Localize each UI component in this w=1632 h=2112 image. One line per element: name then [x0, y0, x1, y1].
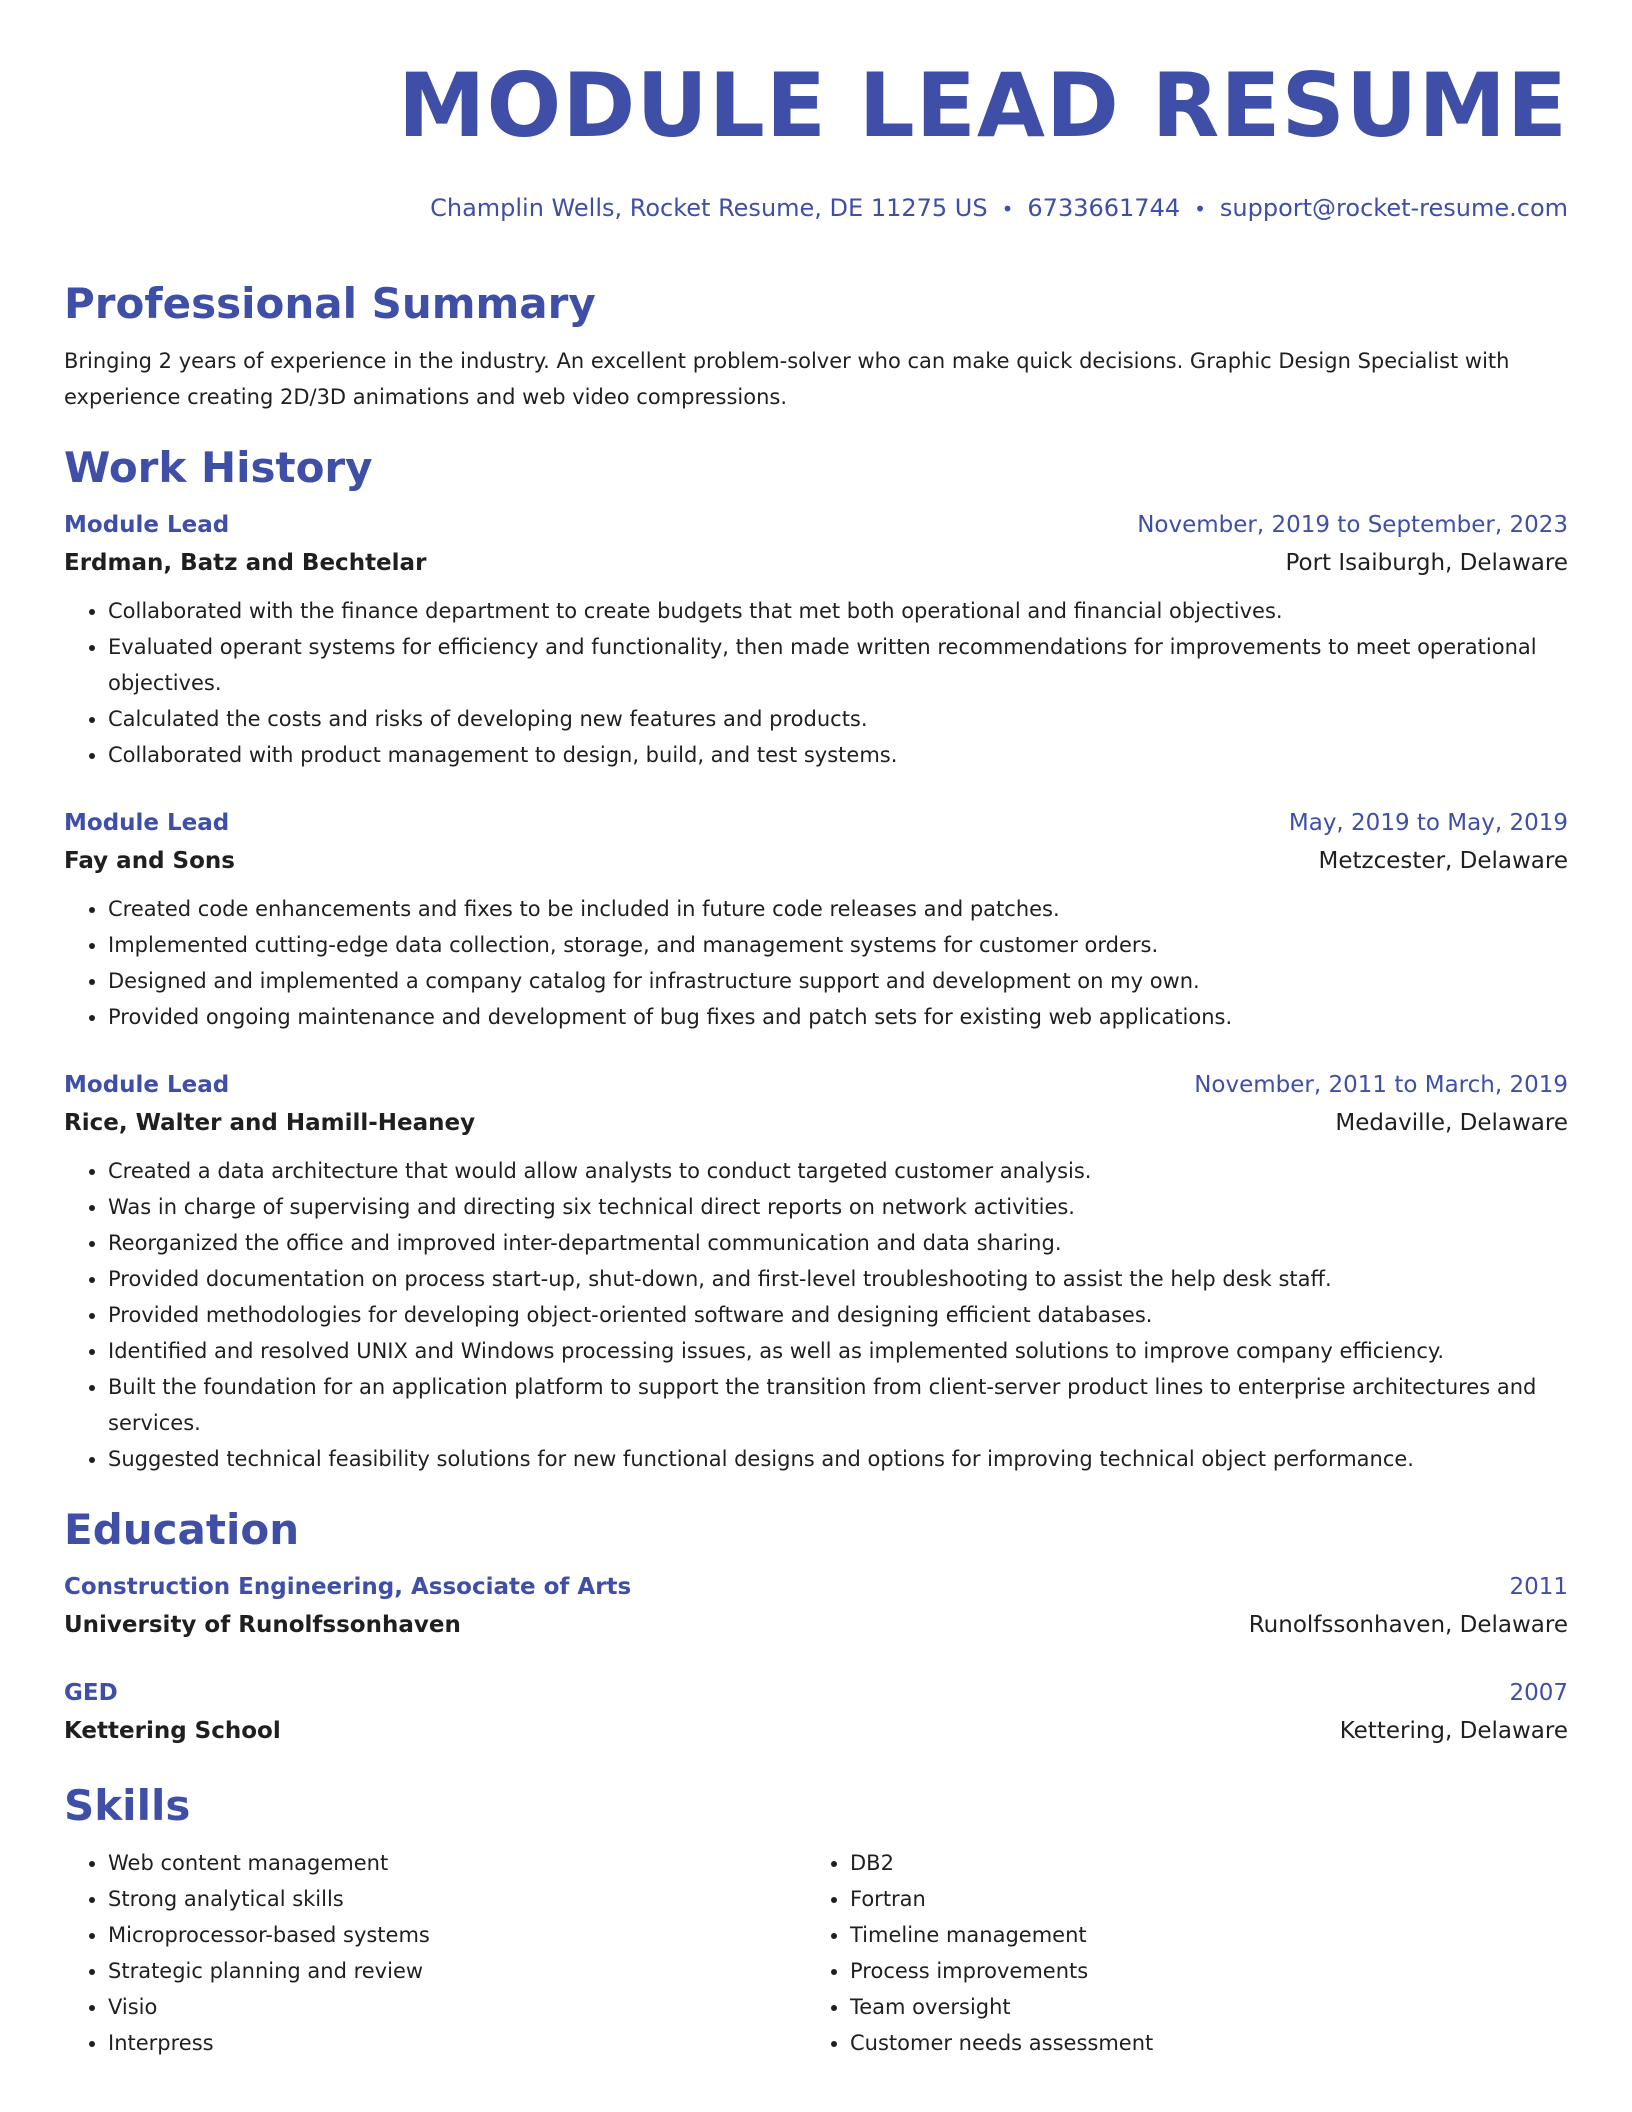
skill-item: • Visio: [108, 1989, 806, 2025]
skills-section: [64, 1781, 1568, 2061]
skills-heading: Skills: [64, 1781, 191, 1830]
job-bullet: • Collaborated with product management to design, build, and test systems.: [108, 737, 1568, 773]
job-bullets: [64, 891, 1568, 1035]
job-role: Module Lead: [64, 1072, 230, 1098]
education-section: [64, 1505, 1568, 1751]
skill-item: • Timeline management: [850, 1917, 1548, 1953]
education-school: Kettering School: [64, 1718, 281, 1744]
job-bullet: • Calculated the costs and risks of developing new features and products.: [108, 701, 1568, 737]
skills-columns: [64, 1845, 1568, 2061]
job-bullet: • Reorganized the office and improved inter-departmental communication and data sharing.: [108, 1225, 1568, 1261]
summary-heading: Professional Summary: [64, 279, 596, 328]
job-bullet: • Provided methodologies for developing object-oriented software and designing efficient databases.: [108, 1297, 1568, 1333]
job-location: Metzcester, Delaware: [1318, 848, 1568, 874]
job-employer: Erdman, Batz and Bechtelar: [64, 550, 427, 576]
education-degree: GED: [64, 1680, 118, 1706]
job-entry: [64, 507, 1568, 773]
job-bullet: • Created code enhancements and fixes to be included in future code releases and patches.: [108, 891, 1568, 927]
job-bullet: • Was in charge of supervising and directing six technical direct reports on network activities.: [108, 1189, 1568, 1225]
job-entry: [64, 805, 1568, 1035]
job-bullet: • Evaluated operant systems for efficiency and functionality, then made written recommendations for improvements to meet operational objectives.: [108, 629, 1568, 701]
job-bullets: [64, 593, 1568, 773]
job-entry: [64, 1067, 1568, 1477]
education-heading: Education: [64, 1505, 300, 1554]
contact-phone: 6733661744: [1027, 194, 1181, 222]
skills-left-column: [64, 1845, 806, 2061]
education-year: 2007: [1509, 1680, 1568, 1706]
skill-item: • Microprocessor-based systems: [108, 1917, 806, 1953]
contact-address: Champlin Wells, Rocket Resume, DE 11275 US: [430, 194, 988, 222]
skill-item: • Interpress: [108, 2025, 806, 2061]
education-school: University of Runolfssonhaven: [64, 1612, 461, 1638]
work-history-heading: Work History: [64, 443, 373, 492]
job-location: Medaville, Delaware: [1335, 1110, 1568, 1136]
job-role: Module Lead: [64, 512, 230, 538]
job-bullet: • Identified and resolved UNIX and Windows processing issues, as well as implemented solutions to improve company efficiency.: [108, 1333, 1568, 1369]
skill-item: • Process improvements: [850, 1953, 1548, 1989]
job-bullet: • Collaborated with the finance department to create budgets that met both operational and financial objectives.: [108, 593, 1568, 629]
job-bullet: • Built the foundation for an application platform to support the transition from client-server product lines to enterprise architectures and services.: [108, 1369, 1568, 1441]
skill-item: • Web content management: [108, 1845, 806, 1881]
job-bullet: • Designed and implemented a company catalog for infrastructure support and development on my own.: [108, 963, 1568, 999]
skill-item: • Strong analytical skills: [108, 1881, 806, 1917]
skills-right-column: [806, 1845, 1548, 2061]
summary-text: Bringing 2 years of experience in the industry. An excellent problem-solver who can make quick decisions. Graphic Design Specialist with experience creating 2D/3D animations and web video compressions.: [64, 349, 1510, 409]
resume-page: [64, 56, 1568, 2061]
job-role: Module Lead: [64, 810, 230, 836]
job-bullet: • Implemented cutting-edge data collection, storage, and management systems for customer orders.: [108, 927, 1568, 963]
job-bullet: • Suggested technical feasibility solutions for new functional designs and options for improving technical object performance.: [108, 1441, 1568, 1477]
skill-item: • Customer needs assessment: [850, 2025, 1548, 2061]
education-entry: [64, 1675, 1568, 1751]
work-history-section: [64, 443, 1568, 1477]
education-location: Kettering, Delaware: [1339, 1718, 1568, 1744]
resume-title: MODULE LEAD RESUME: [397, 54, 1568, 157]
education-location: Runolfssonhaven, Delaware: [1248, 1612, 1568, 1638]
skill-item: • Fortran: [850, 1881, 1548, 1917]
contact-email: support@rocket-resume.com: [1219, 194, 1568, 222]
job-employer: Fay and Sons: [64, 848, 235, 874]
job-dates: November, 2011 to March, 2019: [1194, 1072, 1568, 1098]
job-bullet: • Provided ongoing maintenance and development of bug fixes and patch sets for existing web applications.: [108, 999, 1568, 1035]
skill-item: • DB2: [850, 1845, 1548, 1881]
skill-item: • Team oversight: [850, 1989, 1548, 2025]
education-year: 2011: [1509, 1574, 1568, 1600]
education-entry: [64, 1569, 1568, 1645]
contact-line: [64, 192, 1568, 225]
job-bullet: • Provided documentation on process start-up, shut-down, and first-level troubleshooting to assist the help desk staff.: [108, 1261, 1568, 1297]
job-dates: May, 2019 to May, 2019: [1288, 810, 1568, 836]
summary-section: [64, 279, 1568, 415]
education-degree: Construction Engineering, Associate of Arts: [64, 1574, 632, 1600]
skill-item: • Strategic planning and review: [108, 1953, 806, 1989]
job-bullet: • Created a data architecture that would allow analysts to conduct targeted customer analysis.: [108, 1153, 1568, 1189]
contact-separator: •: [1001, 197, 1014, 221]
job-location: Port Isaiburgh, Delaware: [1285, 550, 1568, 576]
job-dates: November, 2019 to September, 2023: [1137, 512, 1568, 538]
contact-separator: •: [1194, 197, 1206, 221]
job-bullets: [64, 1153, 1568, 1477]
job-employer: Rice, Walter and Hamill-Heaney: [64, 1110, 476, 1136]
